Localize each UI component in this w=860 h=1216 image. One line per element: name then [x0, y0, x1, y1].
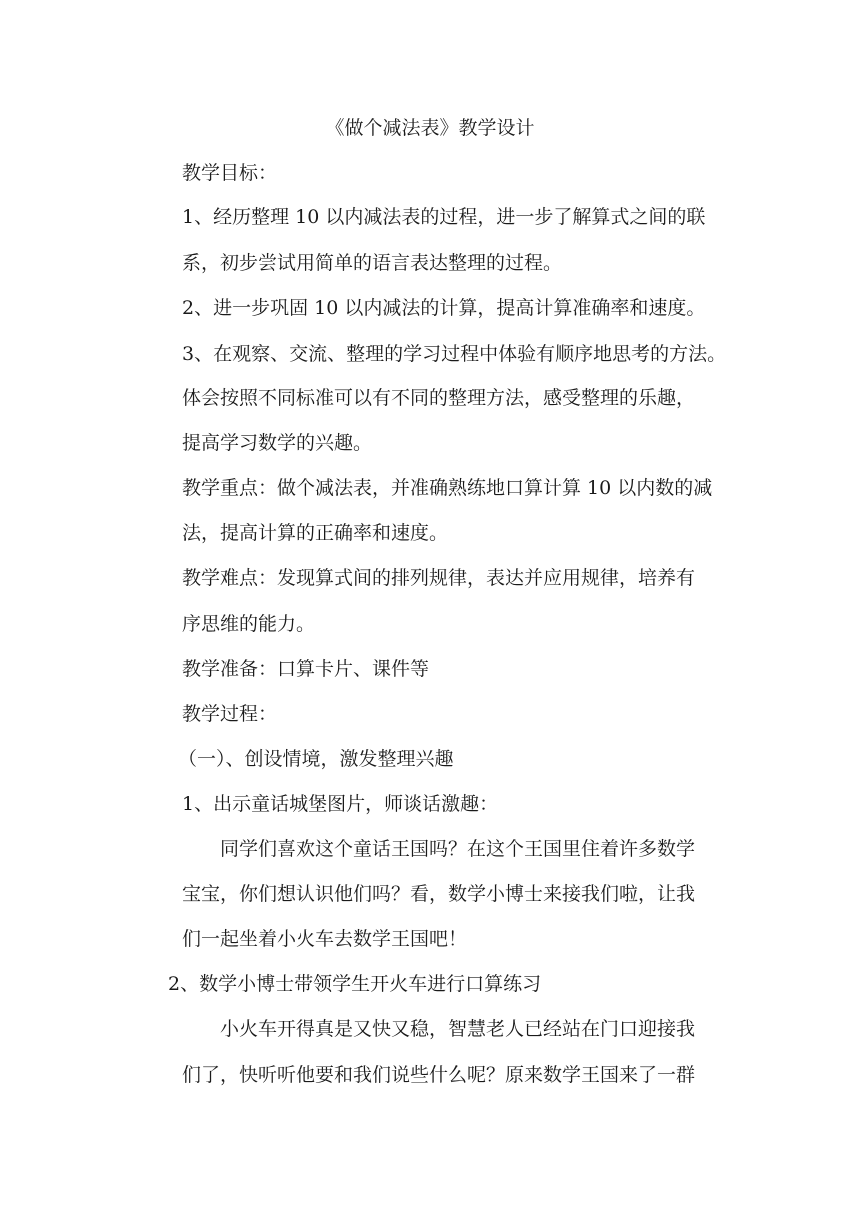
- paragraph-line: 们了，快听听他要和我们说些什么呢？原来数学王国来了一群: [182, 1064, 696, 1086]
- paragraph-line: 同学们喜欢这个童话王国吗？在这个王国里住着许多数学: [220, 838, 696, 860]
- heading-teaching-process: 教学过程：: [182, 703, 278, 725]
- document-title: 《做个减法表》教学设计: [325, 117, 535, 139]
- paragraph-line: 小火车开得真是又快又稳，智慧老人已经站在门口迎接我: [220, 1018, 696, 1040]
- paragraph-line: 们一起坐着小火车去数学王国吧！: [182, 928, 468, 950]
- teaching-preparation: 教学准备：口算卡片、课件等: [182, 658, 430, 680]
- paragraph-line: 宝宝，你们想认识他们吗？看，数学小博士来接我们啦，让我: [182, 883, 696, 905]
- paragraph-line: 提高学习数学的兴趣。: [182, 432, 373, 454]
- paragraph-line: 系，初步尝试用简单的语言表达整理的过程。: [182, 252, 563, 274]
- heading-teaching-objectives: 教学目标：: [182, 162, 278, 184]
- section-heading: （一）、创设情境，激发整理兴趣: [178, 748, 454, 770]
- teaching-difficulty: 教学难点：发现算式间的排列规律，表达并应用规律，培养有: [182, 567, 696, 589]
- paragraph-line: 1、出示童话城堡图片，师谈话激趣：: [182, 793, 499, 815]
- paragraph-line: 体会按照不同标准可以有不同的整理方法，感受整理的乐趣，: [182, 387, 696, 409]
- paragraph-line: 2、进一步巩固 10 以内减法的计算，提高计算准确率和速度。: [182, 297, 706, 319]
- paragraph-line: 3、在观察、交流、整理的学习过程中体验有顺序地思考的方法。: [182, 343, 727, 365]
- paragraph-line: 法，提高计算的正确率和速度。: [182, 522, 449, 544]
- teaching-key-point: 教学重点：做个减法表，并准确熟练地口算计算 10 以内数的减: [182, 477, 713, 499]
- paragraph-line: 1、经历整理 10 以内减法表的过程，进一步了解算式之间的联: [182, 206, 706, 228]
- paragraph-line: 序思维的能力。: [182, 613, 316, 635]
- paragraph-line: 2、数学小博士带领学生开火车进行口算练习: [168, 973, 542, 995]
